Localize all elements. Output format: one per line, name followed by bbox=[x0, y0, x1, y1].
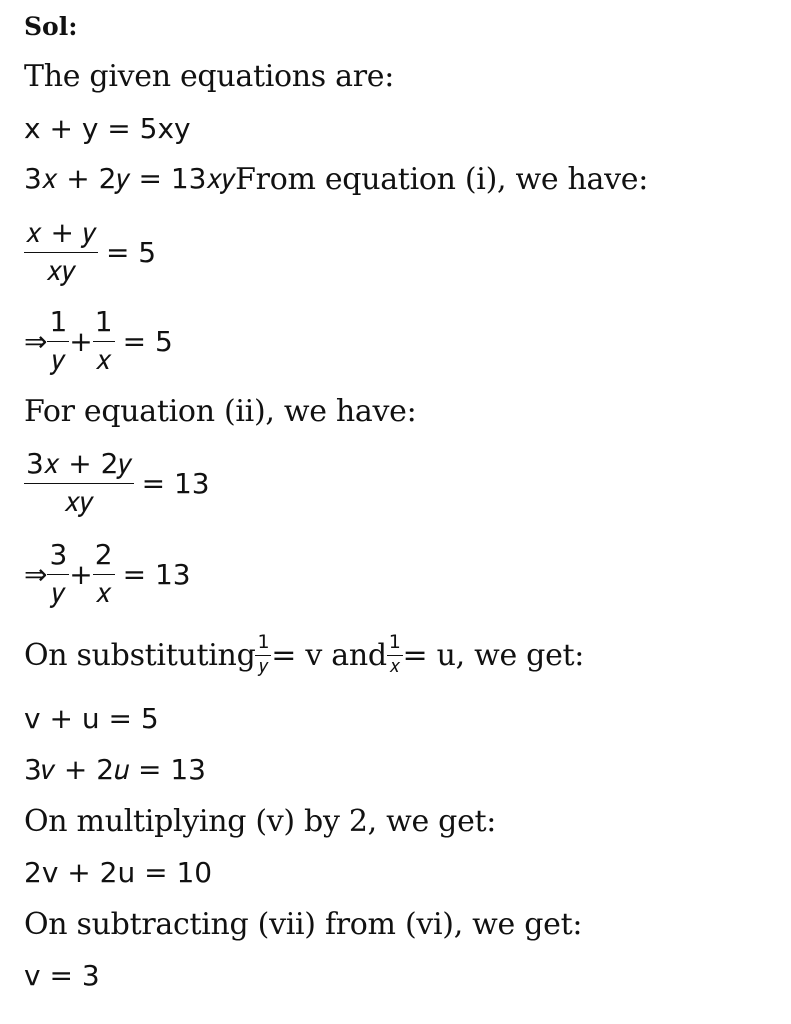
fraction-1-denominator: 𝑥𝑦 bbox=[46, 254, 76, 287]
substitution-u-numerator: 1 bbox=[388, 631, 401, 654]
equation-ii-text: For equation (ii), we have: bbox=[24, 393, 417, 429]
fraction-2-bar bbox=[24, 483, 134, 484]
reciprocal-1a-bar bbox=[47, 341, 69, 342]
reciprocal-2-rhs: = 13 bbox=[122, 557, 191, 591]
substitution-post: = u, we get: bbox=[402, 637, 585, 673]
equation-6 bbox=[24, 955, 100, 995]
reciprocal-1a-numerator: 1 bbox=[49, 304, 68, 338]
given-line bbox=[24, 56, 394, 96]
substitution-u-denominator: 𝑥 bbox=[389, 655, 400, 677]
equation-1-text: x + y = 5xy bbox=[24, 111, 191, 145]
fraction-1-bar bbox=[24, 252, 98, 253]
equation-2-math: 3𝑥 + 2𝑦 = 13𝑥𝑦 bbox=[24, 162, 236, 195]
reciprocal-1a bbox=[47, 306, 69, 376]
equation-2-prose: From equation (i), we have: bbox=[235, 161, 649, 197]
plus-sign-1: + bbox=[69, 324, 93, 358]
fraction-2 bbox=[24, 448, 134, 518]
equation-4 bbox=[24, 750, 206, 790]
substitution-fraction-v bbox=[255, 633, 271, 677]
substitution-pre: On substituting bbox=[24, 637, 256, 673]
reciprocal-2b-numerator: 2 bbox=[94, 537, 113, 571]
fraction-line-2 bbox=[24, 441, 210, 525]
equation-5 bbox=[24, 852, 212, 892]
multiplying-text: On multiplying (v) by 2, we get: bbox=[24, 803, 497, 839]
implies-arrow-1: ⇒ bbox=[24, 324, 48, 358]
multiplying-line bbox=[24, 800, 496, 842]
subtracting-line bbox=[24, 903, 582, 945]
reciprocal-line-2 bbox=[24, 533, 191, 615]
substitution-v-denominator: 𝑦 bbox=[259, 655, 268, 677]
reciprocal-1b-bar bbox=[93, 341, 115, 342]
reciprocal-2a-numerator: 3 bbox=[49, 537, 68, 571]
reciprocal-1b-denominator: 𝑥 bbox=[95, 343, 112, 376]
fraction-line-1 bbox=[24, 210, 156, 294]
equation-3 bbox=[24, 698, 159, 738]
equation-2-line bbox=[24, 158, 648, 200]
implies-arrow-2: ⇒ bbox=[24, 557, 48, 591]
fraction-2-numerator: 3𝑥 + 2𝑦 bbox=[26, 446, 132, 480]
equation-1 bbox=[24, 108, 191, 148]
reciprocal-1b-numerator: 1 bbox=[94, 304, 113, 338]
plus-sign-2: + bbox=[69, 557, 93, 591]
substitution-v-numerator: 1 bbox=[257, 631, 270, 654]
reciprocal-1a-denominator: 𝑦 bbox=[51, 343, 65, 376]
reciprocal-2b-denominator: 𝑥 bbox=[95, 576, 112, 609]
equation-4-text: 3𝑣 + 2𝑢 = 13 bbox=[24, 753, 206, 786]
given-text: The given equations are: bbox=[24, 58, 394, 94]
reciprocal-2b bbox=[93, 539, 115, 609]
substitution-line bbox=[24, 626, 584, 684]
reciprocal-2a-bar bbox=[47, 574, 69, 575]
fraction-1-numerator: 𝑥 + 𝑦 bbox=[26, 215, 96, 249]
equation-5-text: 2v + 2u = 10 bbox=[24, 855, 213, 889]
reciprocal-1-rhs: = 5 bbox=[122, 324, 173, 358]
reciprocal-2a-denominator: 𝑦 bbox=[51, 576, 65, 609]
solution-heading bbox=[24, 10, 77, 42]
reciprocal-line-1 bbox=[24, 300, 173, 382]
reciprocal-2a bbox=[47, 539, 69, 609]
substitution-fraction-u bbox=[387, 633, 403, 677]
fraction-1 bbox=[24, 217, 98, 287]
substitution-mid: = v and bbox=[271, 637, 387, 673]
fraction-2-rhs: = 13 bbox=[141, 466, 210, 500]
equation-ii-line bbox=[24, 390, 416, 432]
reciprocal-2b-bar bbox=[93, 574, 115, 575]
fraction-1-rhs: = 5 bbox=[105, 235, 157, 269]
heading-text: Sol: bbox=[24, 11, 78, 41]
subtracting-text: On subtracting (vii) from (vi), we get: bbox=[24, 906, 583, 942]
equation-3-text: v + u = 5 bbox=[24, 701, 159, 735]
equation-6-text: v = 3 bbox=[24, 958, 100, 992]
reciprocal-1b bbox=[93, 306, 115, 376]
fraction-2-denominator: 𝑥𝑦 bbox=[64, 485, 94, 518]
